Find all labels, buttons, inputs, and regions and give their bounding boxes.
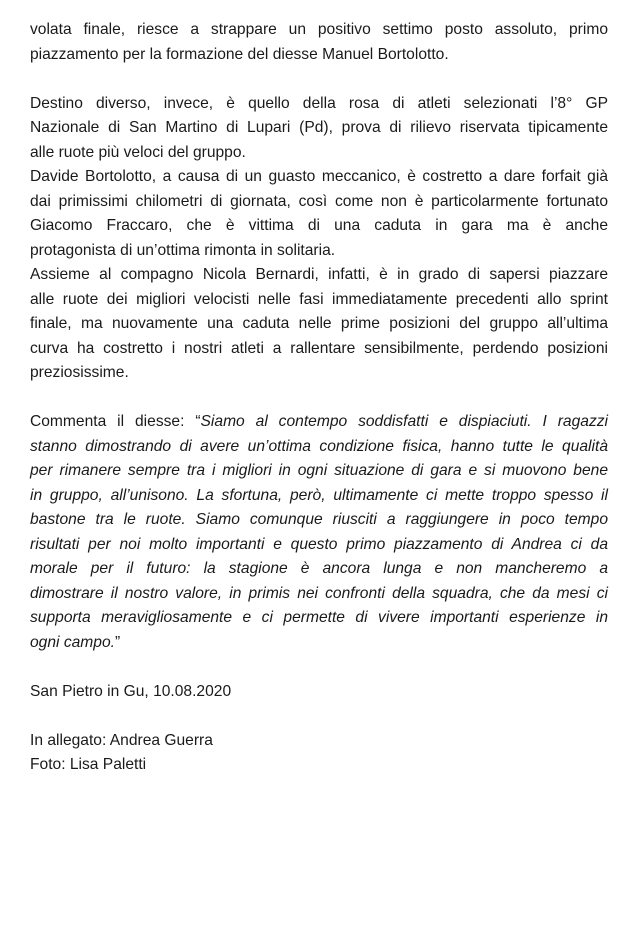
paragraph-gap xyxy=(30,704,608,729)
quote-line: per rimanere sempre tra i migliori in ogni situazione di gara e si muovono bene xyxy=(30,462,608,479)
text-line: volata finale, riesce a strappare un positivo settimo posto assoluto, primo xyxy=(30,21,608,38)
text-line: Assieme al compagno Nicola Bernardi, infatti, è in grado di sapersi piazzare xyxy=(30,266,608,283)
quote-intro: Commenta il diesse: “ xyxy=(30,413,201,430)
text-line: dai primissimi chilometri di giornata, così come non è particolarmente fortunato xyxy=(30,192,608,210)
text-line: Davide Bortolotto, a causa di un guasto meccanico, è costretto a dare forfait già xyxy=(30,168,608,185)
text-line: Nazionale di San Martino di Lupari (Pd), prova di rilievo riservata tipicamente xyxy=(30,119,608,136)
quote-line: in gruppo, all’unisono. La sfortuna, però, ultimamente ci mette troppo spesso il xyxy=(30,486,608,504)
text-line xyxy=(30,410,608,435)
quote-line: dimostrare il nostro valore, in primis nei confronti della squadra, che da mesi ci xyxy=(30,584,608,602)
paragraph-4 xyxy=(30,263,608,386)
quote-closing: ” xyxy=(114,633,121,651)
attachment-note: In allegato: Andrea Guerra xyxy=(30,731,213,749)
text-line: preziosissime. xyxy=(30,364,129,381)
text-line: Destino diverso, invece, è quello della rosa di atleti selezionati l’8° GP xyxy=(30,94,608,112)
paragraph-gap xyxy=(30,67,608,92)
photo-credit: Foto: Lisa Paletti xyxy=(30,756,147,773)
quote-line: morale per il futuro: la stagione è ancora lunga e non mancheremo a xyxy=(30,560,608,577)
paragraph-1 xyxy=(30,18,608,67)
quote-text: ogni campo. xyxy=(30,633,115,651)
text-line: alle ruote più veloci del gruppo. xyxy=(30,143,246,161)
quote-line: supporta meravigliosamente e ci permette di vivere importanti esperienze in xyxy=(30,609,608,626)
text-line: piazzamento per la formazione del diesse Manuel Bortolotto. xyxy=(30,45,449,63)
text-line xyxy=(30,631,608,656)
quote-line: stanno dimostrando di avere un’ottima condizione fisica, hanno tutte le qualità xyxy=(30,437,608,455)
paragraph-2 xyxy=(30,92,608,166)
quote-line: risultati per noi molto importanti e questo primo piazzamento di Andrea ci da xyxy=(30,535,608,553)
text-line: finale, ma nuovamente una caduta nelle prime posizioni del gruppo all’ultima xyxy=(30,315,608,332)
text-line: alle ruote dei migliori velocisti nelle fasi immediatamente precedenti allo sprint xyxy=(30,290,608,308)
document-page xyxy=(30,18,608,778)
text-line: Giacomo Fraccaro, che è vittima di una caduta in gara ma è anche xyxy=(30,217,608,234)
paragraph-gap xyxy=(30,655,608,680)
quote-paragraph xyxy=(30,410,608,655)
quote-text: Siamo al contempo soddisfatti e dispiaciuti. I ragazzi xyxy=(200,413,609,430)
quote-line: bastone tra le ruote. Siamo comunque riusciti a raggiungere in poco tempo xyxy=(30,511,608,528)
paragraph-gap xyxy=(30,386,608,411)
place-date: San Pietro in Gu, 10.08.2020 xyxy=(30,682,232,700)
paragraph-3 xyxy=(30,165,608,263)
text-line: protagonista di un’ottima rimonta in solitaria. xyxy=(30,241,336,259)
text-line: curva ha costretto i nostri atleti a rallentare sensibilmente, perdendo posizioni xyxy=(30,339,608,357)
